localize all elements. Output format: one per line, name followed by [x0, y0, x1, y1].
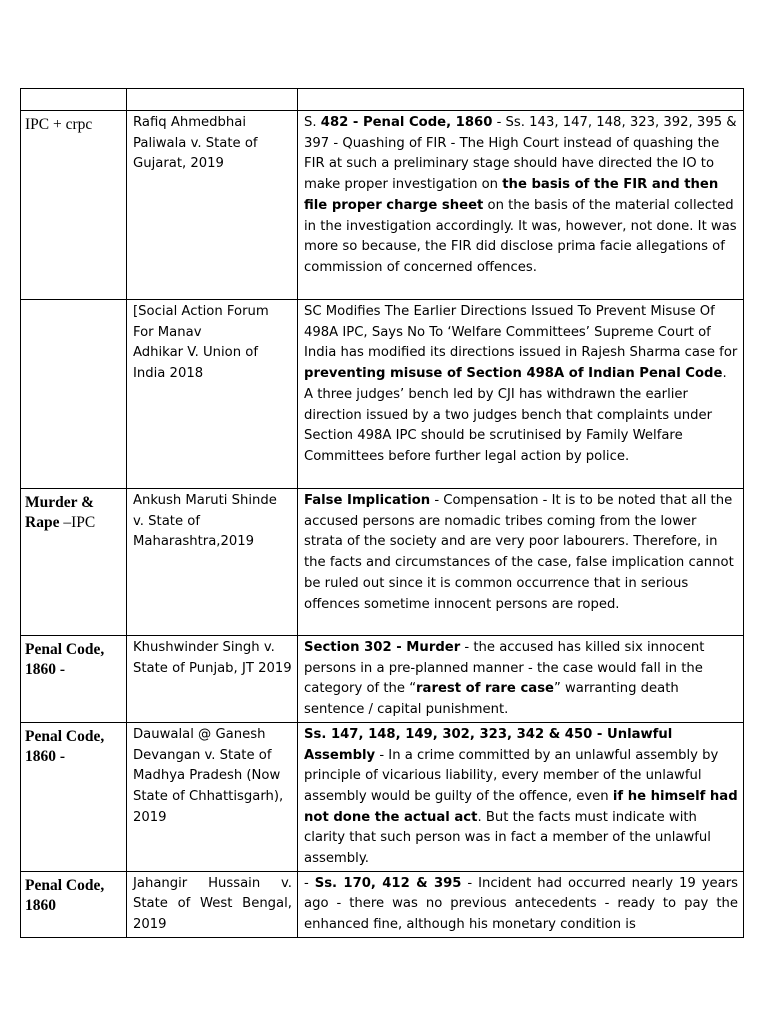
- header-cell-category: [21, 89, 127, 111]
- category-cell: [21, 300, 127, 489]
- case-name-cell: Dauwalal @ Ganesh Devangan v. State of Madhya Pradesh (Now State of Chhattisgarh), 2019: [127, 722, 298, 871]
- table-row: [21, 300, 744, 489]
- category-cell: Penal Code, 1860: [21, 871, 127, 937]
- case-summary-cell: Ss. 147, 148, 149, 302, 323, 342 & 450 - Unlawful Assembly - In a crime committed by an unlawful assembly by principle of vicarious liability, every member of the unlawful assembly would be guilty of the offence, even if he himself had not done the actual act. But the facts must indicate with clarity that such person was in fact a member of the unlawful assembly.: [298, 722, 744, 871]
- category-cell: Murder & Rape –IPC: [21, 489, 127, 636]
- table-row: [21, 111, 744, 300]
- case-summary-cell: SC Modifies The Earlier Directions Issued To Prevent Misuse Of 498A IPC, Says No To ‘Welfare Committees’ Supreme Court of India has modified its directions issued in Rajesh Sharma case for preventing misuse of Section 498A of Indian Penal Code. A three judges’ bench led by CJI has withdrawn the earlier direction issued by a two judges bench that complaints under Section 498A IPC should be scrutinised by Family Welfare Committees before further legal action by police.: [298, 300, 744, 489]
- table-row: [21, 871, 744, 937]
- case-summary-cell: S. 482 - Penal Code, 1860 - Ss. 143, 147, 148, 323, 392, 395 & 397 - Quashing of FIR - The High Court instead of quashing the FIR at such a preliminary stage should have directed the IO to make proper investigation on the basis of the FIR and then file proper charge sheet on the basis of the material collected in the investigation accordingly. It was, however, not done. It was more so because, the FIR did disclose prima facie allegations of commission of concerned offences.: [298, 111, 744, 300]
- case-name-cell: Rafiq Ahmedbhai Paliwala v. State of Gujarat, 2019: [127, 111, 298, 300]
- case-name-cell: Jahangir Hussain v. State of West Bengal, 2019: [127, 871, 298, 937]
- category-cell: Penal Code, 1860 -: [21, 636, 127, 723]
- table-row: [21, 722, 744, 871]
- case-name-cell: Khushwinder Singh v. State of Punjab, JT 2019: [127, 636, 298, 723]
- header-cell-summary: [298, 89, 744, 111]
- case-name-cell: Ankush Maruti Shinde v. State of Maharashtra,2019: [127, 489, 298, 636]
- table-row: [21, 489, 744, 636]
- case-name-cell: [Social Action Forum For Manav Adhikar V. Union of India 2018: [127, 300, 298, 489]
- case-summary-cell: Section 302 - Murder - the accused has killed six innocent persons in a pre-planned manner - the case would fall in the category of the “rarest of rare case” warranting death sentence / capital punishment.: [298, 636, 744, 723]
- category-cell: IPC + crpc: [21, 111, 127, 300]
- case-summary-cell: False Implication - Compensation - It is to be noted that all the accused persons are nomadic tribes coming from the lower strata of the society and are very poor labourers. Therefore, in the facts and circumstances of the case, false implication cannot be ruled out since it is common occurrence that in serious offences sometime innocent persons are roped.: [298, 489, 744, 636]
- table-row: [21, 636, 744, 723]
- case-summary-cell: - Ss. 170, 412 & 395 - Incident had occurred nearly 19 years ago - there was no previous antecedents - ready to pay the enhanced fine, although his monetary condition is: [298, 871, 744, 937]
- category-cell: Penal Code, 1860 -: [21, 722, 127, 871]
- case-law-table: [20, 88, 744, 938]
- header-row: [21, 89, 744, 111]
- header-cell-case: [127, 89, 298, 111]
